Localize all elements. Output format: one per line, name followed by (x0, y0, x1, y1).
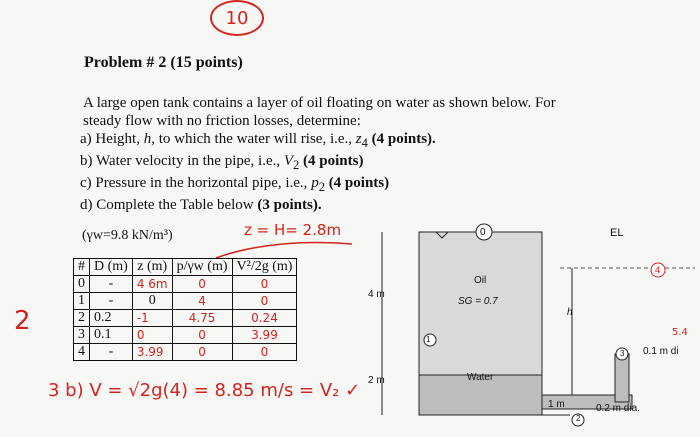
handwritten-answer: 3 b) V = √2g(4) = 8.85 m/s = V₂ ✓ (48, 380, 361, 401)
point-0-label: 0 (480, 227, 486, 238)
col-header: V²/2g (m) (232, 259, 297, 276)
intro-line-2: steady flow with no friction losses, determine: (83, 113, 361, 129)
gamma-value: (γw=9.8 kN/m³) (82, 228, 173, 243)
point-1-label: 1 (426, 335, 431, 344)
table-row: 2 0.2 -1 4.75 0.24 (74, 310, 297, 327)
grade-score: 10 (210, 0, 264, 36)
col-header: # (74, 259, 90, 276)
part-c: c) Pressure in the horizontal pipe, i.e., $p_2$ (4 points) (80, 175, 390, 194)
point-2-label: 2 (576, 414, 581, 423)
length-1m-label: 1 m (548, 399, 565, 410)
part-d: d) Complete the Table below (3 points). (80, 197, 322, 213)
handwritten-z-note: z = H= 2.8m (244, 221, 342, 239)
intro-line-1: A large open tank contains a layer of oil floating on water as shown below. For (83, 95, 556, 111)
part-a: a) Height, h, to which the water will rise, i.e., $z_4$ (4 points). (80, 131, 436, 150)
table-row: 3 0.1 0 0 3.99 (74, 327, 297, 344)
col-header: p/γw (m) (172, 259, 232, 276)
height-2m-label: 2 m (368, 375, 385, 386)
margin-grade-mark: 2 (14, 306, 31, 336)
pipe-3-diameter-label: 0.1 m di (643, 346, 679, 357)
point-3-label: 3 (620, 349, 625, 358)
tank-diagram (360, 218, 700, 437)
col-header: z (m) (132, 259, 172, 276)
problem-parts (80, 130, 436, 214)
results-table (73, 258, 297, 361)
col-header: D (m) (90, 259, 133, 276)
table-row: 1 - 0 4 0 (74, 293, 297, 310)
point-4-label: 4 (655, 265, 661, 275)
part-b: b) Water velocity in the pipe, i.e., $V_2$ (4 points) (80, 153, 364, 172)
sg-label: SG = 0.7 (458, 296, 498, 307)
pipe-2-diameter-label: 0.2 m dia. (596, 403, 640, 414)
problem-title: Problem # 2 (15 points) (84, 54, 243, 71)
el-label: EL (610, 227, 624, 239)
problem-intro (83, 94, 556, 130)
table-row: 4 - 3.99 0 0 (74, 344, 297, 361)
table-row: 0 - 4 6m 0 0 (74, 276, 297, 293)
table-header-row (74, 259, 297, 276)
height-4m-label: 4 m (368, 289, 385, 300)
riser-pipe (615, 354, 629, 402)
h-label: h (567, 307, 573, 318)
side-note: 5.4 (672, 327, 688, 338)
oil-label: Oil (474, 275, 487, 286)
water-label: Water (467, 372, 494, 383)
